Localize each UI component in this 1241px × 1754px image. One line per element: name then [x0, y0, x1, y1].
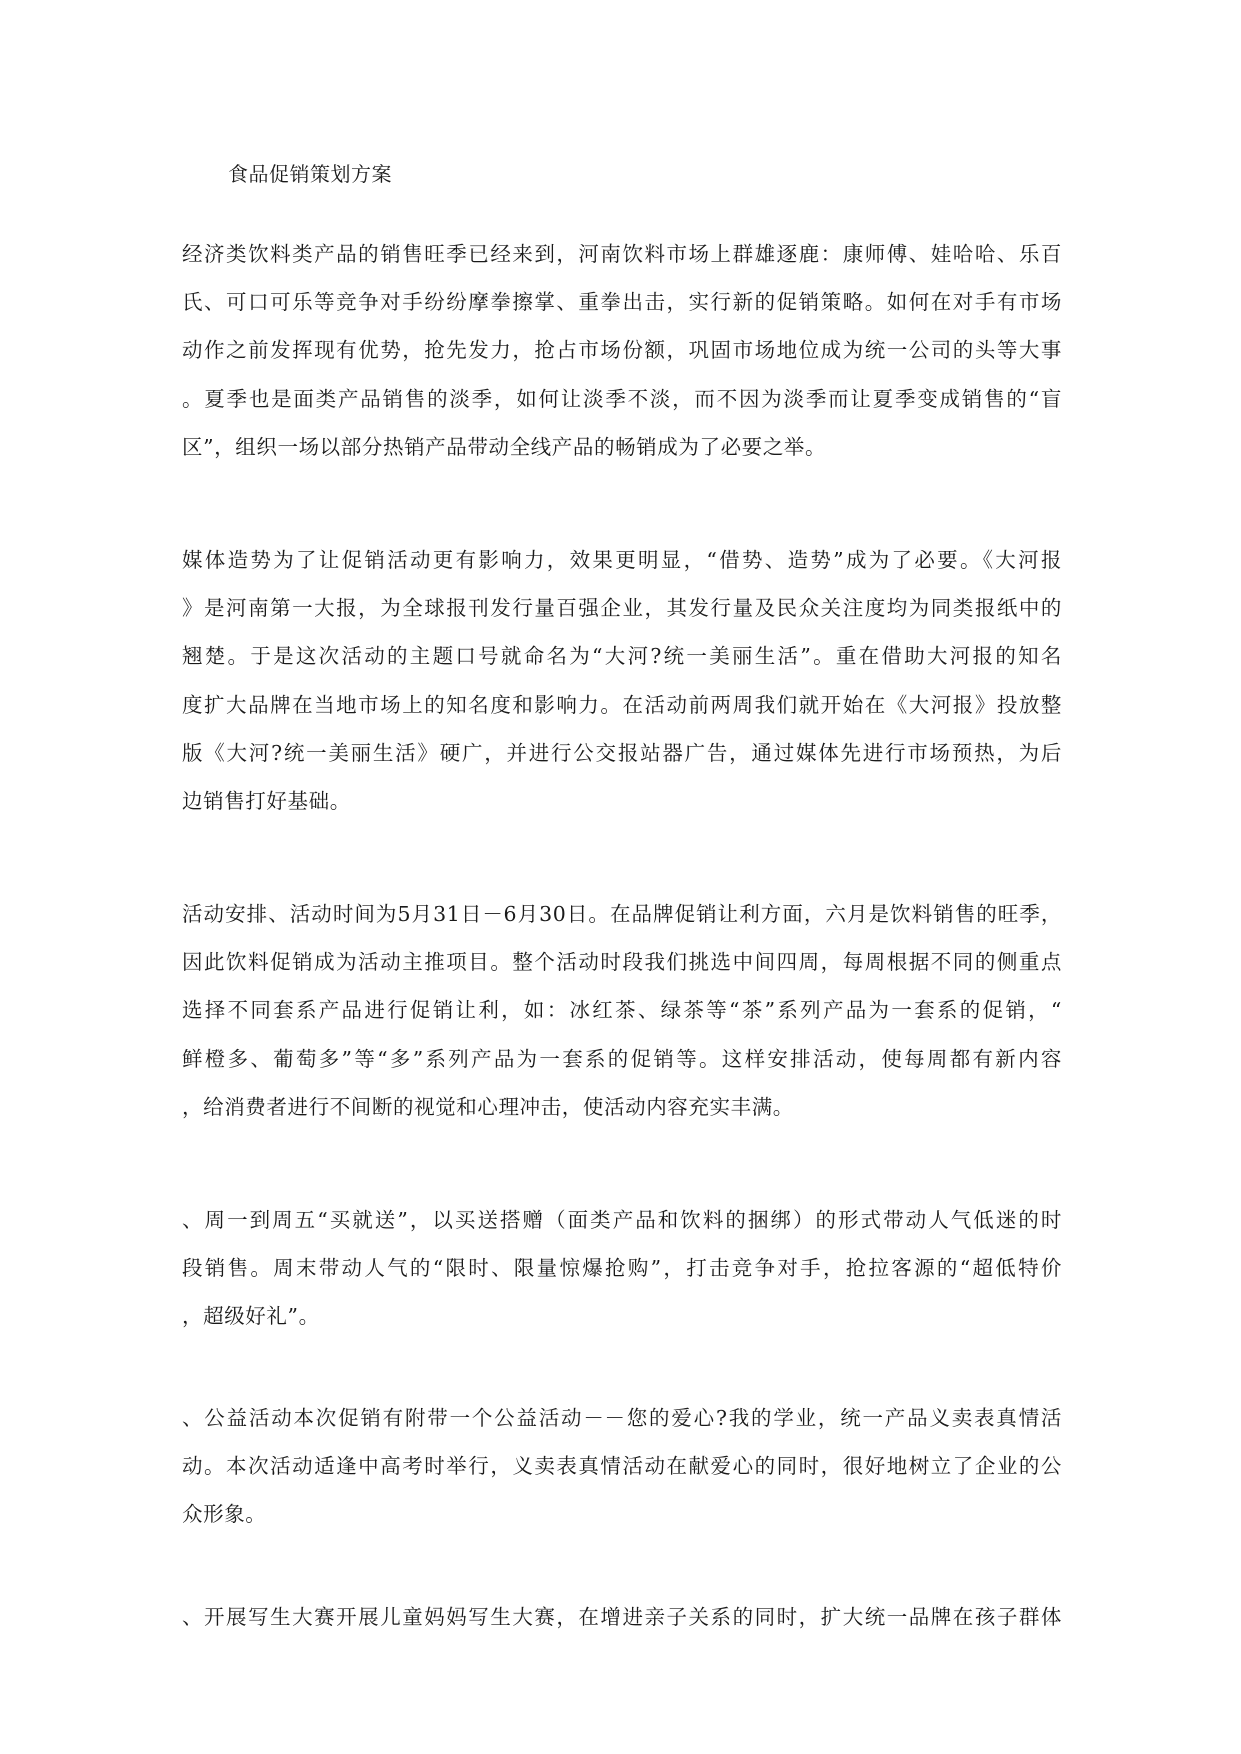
paragraph-weekday-promotion	[182, 1196, 1062, 1341]
paragraph-line: 动。本次活动适逢中高考时举行，义卖表真情活动在献爱心的同时，很好地树立了企业的公	[182, 1454, 1062, 1479]
paragraph-line: 、周一到周五“买就送”，以买送搭赠（面类产品和饮料的捆绑）的形式带动人气低迷的时	[182, 1208, 1062, 1232]
paragraph-line: 选择不同套系产品进行促销让利，如：冰红茶、绿茶等“茶”系列产品为一套系的促销，“	[182, 998, 1062, 1023]
paragraph-line: 活动安排、活动时间为5月31日－6月30日。在品牌促销让利方面，六月是饮料销售的旺季，	[182, 902, 1062, 926]
paragraph-line: 度扩大品牌在当地市场上的知名度和影响力。在活动前两周我们就开始在《大河报》投放整	[182, 692, 1062, 717]
paragraph-line: 》是河南第一大报，为全球报刊发行量百强企业，其发行量及民众关注度均为同类报纸中的	[182, 596, 1062, 621]
paragraph-line: 因此饮料促销成为活动主推项目。整个活动时段我们挑选中间四周，每周根据不同的侧重点	[182, 950, 1062, 975]
paragraph-market-background	[182, 230, 1062, 471]
paragraph-activity-schedule	[182, 890, 1062, 1131]
paragraph-line: 氏、可口可乐等竞争对手纷纷摩拳擦掌、重拳出击，实行新的促销策略。如何在对手有市场	[182, 290, 1062, 315]
paragraph-line: 经济类饮料类产品的销售旺季已经来到，河南饮料市场上群雄逐鹿：康师傅、娃哈哈、乐百	[182, 242, 1062, 266]
paragraph-line: 边销售打好基础。	[182, 788, 351, 813]
paragraph-line: 媒体造势为了让促销活动更有影响力，效果更明显，“借势、造势”成为了必要。《大河报	[182, 548, 1062, 572]
paragraph-line: ，超级好礼”。	[182, 1304, 320, 1329]
paragraph-media-campaign	[182, 536, 1062, 825]
paragraph-line: 段销售。周末带动人气的“限时、限量惊爆抢购”，打击竞争对手，抢拉客源的“超低特价	[182, 1256, 1062, 1281]
paragraph-line: 翘楚。于是这次活动的主题口号就命名为“大河?统一美丽生活”。重在借助大河报的知名	[182, 644, 1062, 669]
document-title: 食品促销策划方案	[228, 162, 392, 186]
paragraph-line: 鲜橙多、葡萄多”等“多”系列产品为一套系的促销等。这样安排活动，使每周都有新内容	[182, 1046, 1062, 1071]
paragraph-drawing-contest	[182, 1593, 1062, 1641]
paragraph-line: 、开展写生大赛开展儿童妈妈写生大赛，在增进亲子关系的同时，扩大统一品牌在孩子群体	[182, 1605, 1062, 1629]
paragraph-line: 。夏季也是面类产品销售的淡季，如何让淡季不淡，而不因为淡季而让夏季变成销售的“盲	[182, 386, 1062, 411]
paragraph-line: 众形象。	[182, 1502, 267, 1527]
paragraph-charity-activity	[182, 1394, 1062, 1539]
paragraph-line: 区”，组织一场以部分热销产品带动全线产品的畅销成为了必要之举。	[182, 434, 827, 459]
paragraph-line: 动作之前发挥现有优势，抢先发力，抢占市场份额，巩固市场地位成为统一公司的头等大事	[182, 338, 1062, 363]
paragraph-line: 版《大河?统一美丽生活》硬广，并进行公交报站器广告，通过媒体先进行市场预热，为后	[182, 740, 1062, 765]
paragraph-line: 、公益活动本次促销有附带一个公益活动－－您的爱心?我的学业，统一产品义卖表真情活	[182, 1406, 1062, 1430]
paragraph-line: ，给消费者进行不间断的视觉和心理冲击，使活动内容充实丰满。	[182, 1094, 794, 1119]
